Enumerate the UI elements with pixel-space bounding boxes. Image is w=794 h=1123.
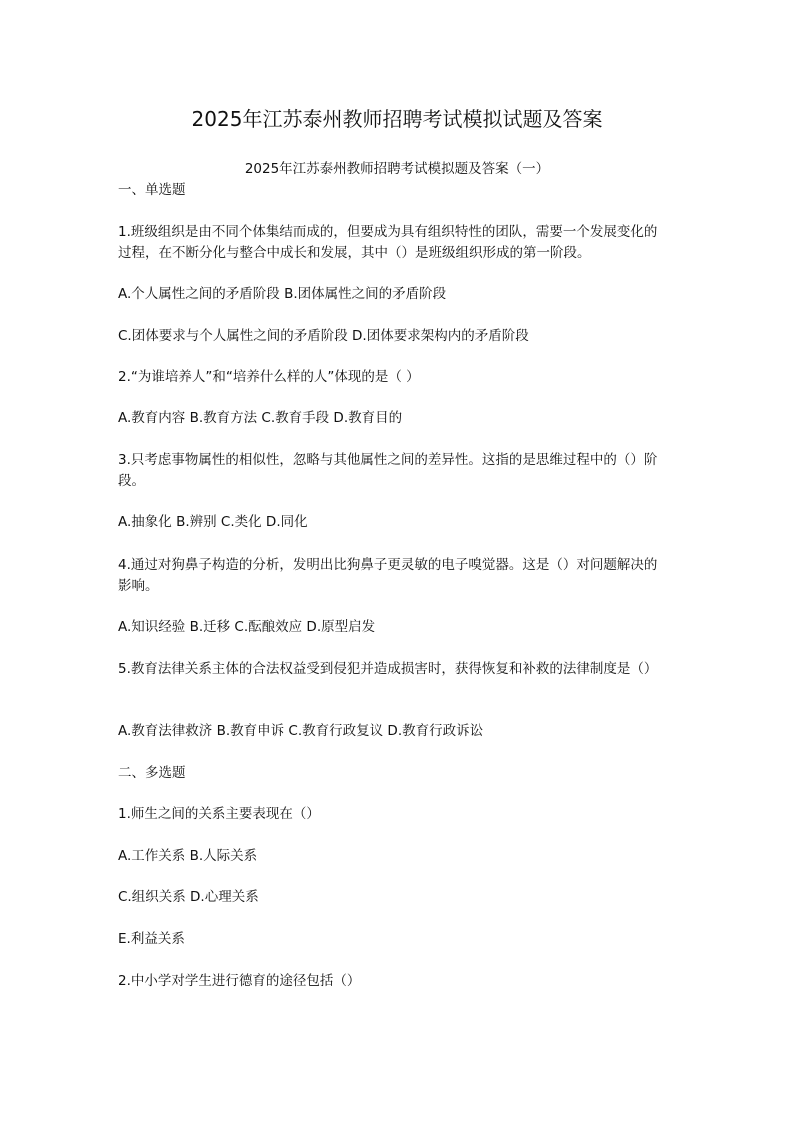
question-text: 2.“为谁培养人”和“培养什么样的人”体现的是（ ）: [118, 369, 420, 385]
question-text: 3.只考虑事物属性的相似性，忽略与其他属性之间的差异性。这指的是思维过程中的（）阶段。: [118, 452, 658, 489]
section-heading-single: 一、单选题: [118, 182, 186, 198]
question-options: A.工作关系 B.人际关系: [118, 848, 258, 864]
question-text: 4.通过对狗鼻子构造的分析，发明出比狗鼻子更灵敏的电子嗅觉器。这是（）对问题解决的影响。: [118, 557, 658, 594]
section-heading-multi: 二、多选题: [118, 765, 186, 781]
question-options: A.教育法律救济 B.教育申诉 C.教育行政复议 D.教育行政诉讼: [118, 723, 484, 739]
document-subtitle: 2025年江苏泰州教师招聘考试模拟题及答案（一）: [244, 161, 550, 177]
question-text: 2.中小学对学生进行德育的途径包括（）: [118, 973, 361, 989]
question-text: 5.教育法律关系主体的合法权益受到侵犯并造成损害时，获得恢复和补救的法律制度是（）: [118, 661, 658, 677]
question-options: A.抽象化 B.辨别 C.类化 D.同化: [118, 514, 308, 530]
question-options: C.组织关系 D.心理关系: [118, 889, 259, 905]
question-options: A.教育内容 B.教育方法 C.教育手段 D.教育目的: [118, 410, 403, 426]
question-text: 1.班级组织是由不同个体集结而成的，但要成为具有组织特性的团队，需要一个发展变化的过程，在不断分化与整合中成长和发展，其中（）是班级组织形成的第一阶段。: [118, 224, 658, 261]
question-options: E.利益关系: [118, 931, 185, 947]
question-options: C.团体要求与个人属性之间的矛盾阶段 D.团体要求架构内的矛盾阶段: [118, 328, 529, 344]
question-options: A.个人属性之间的矛盾阶段 B.团体属性之间的矛盾阶段: [118, 286, 447, 302]
document-title: 2025年江苏泰州教师招聘考试模拟试题及答案: [191, 107, 603, 131]
question-text: 1.师生之间的关系主要表现在（）: [118, 806, 320, 822]
question-options: A.知识经验 B.迁移 C.酝酿效应 D.原型启发: [118, 619, 376, 635]
